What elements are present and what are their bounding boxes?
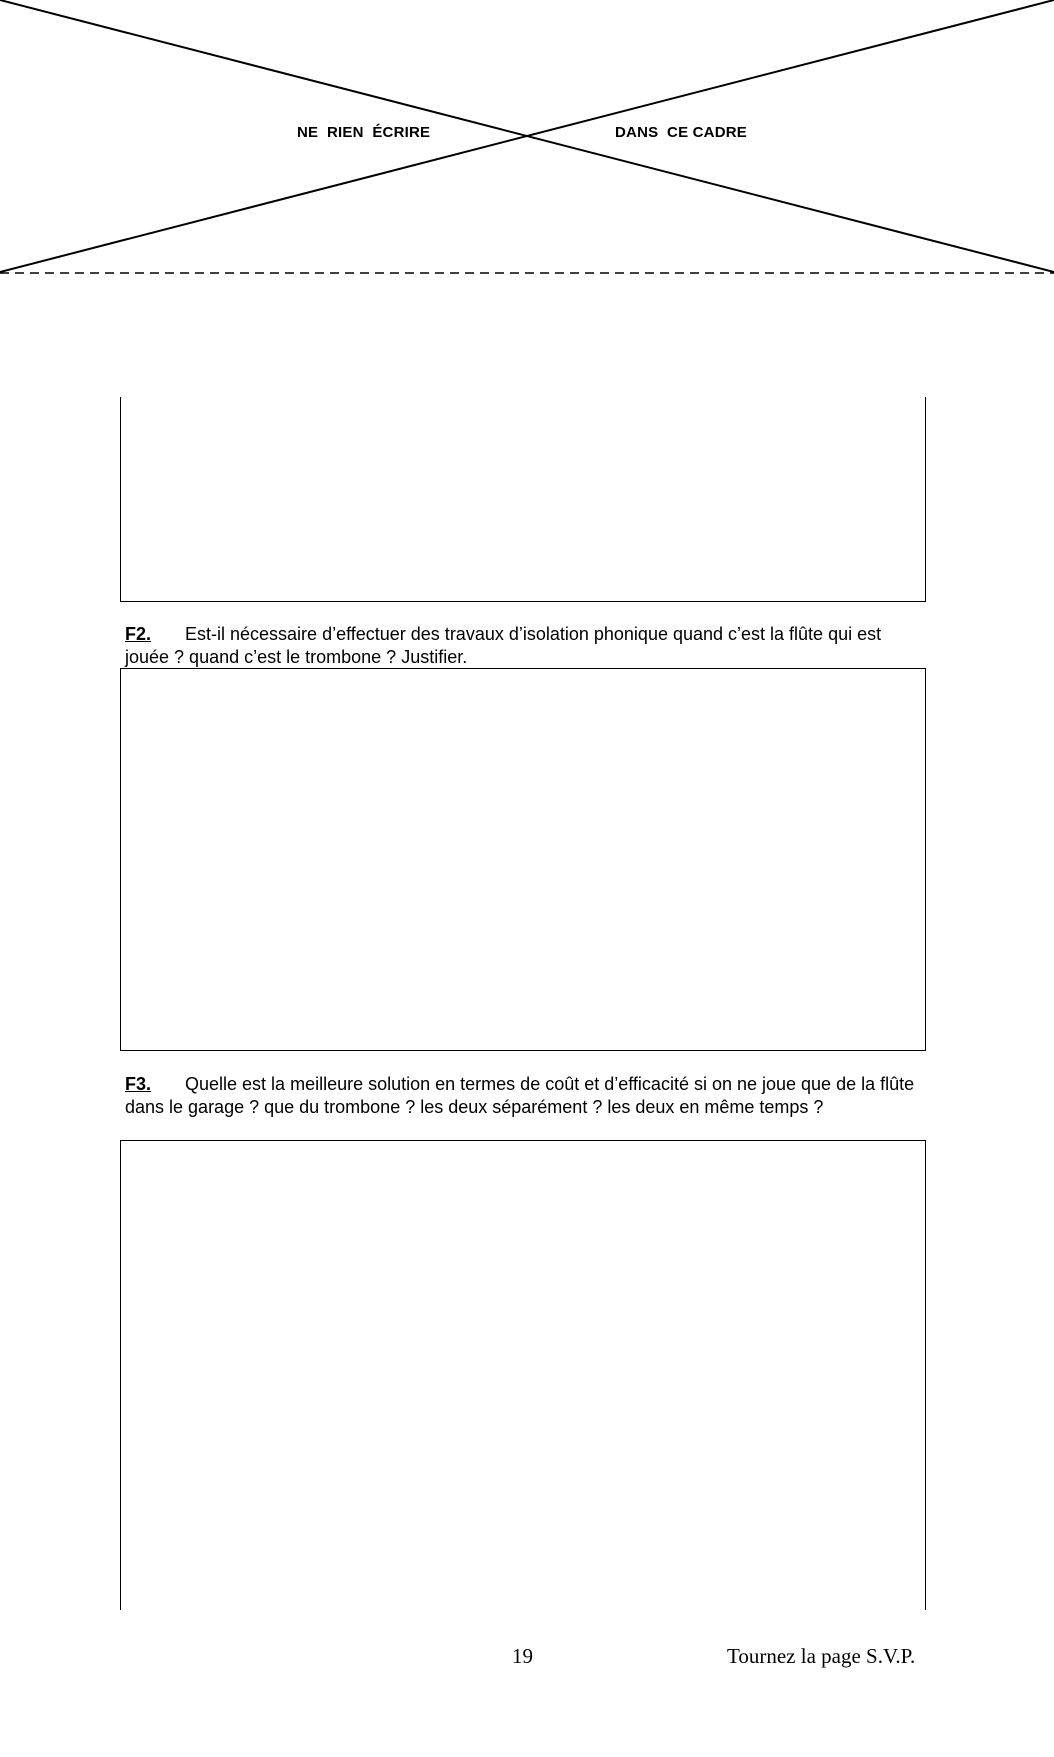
question-text: Est-il nécessaire d’effectuer des travaux d’isolation phonique quand c’est la flûte qui est jouée ? quand c’est le trombone ? Justifier. xyxy=(125,624,882,667)
banner-text-right: DANS CE CADRE xyxy=(615,124,747,141)
answer-box-f3[interactable] xyxy=(120,1140,926,1610)
question-text: Quelle est la meilleure solution en termes de coût et d’efficacité si on ne joue que de la flûte dans le garage ? que du trombone ? les deux séparément ? les deux en même temps ? xyxy=(125,1074,915,1117)
do-not-write-zone xyxy=(0,0,1054,280)
banner-text-left: NE RIEN ÉCRIRE xyxy=(297,124,431,141)
question-label: F2. xyxy=(125,624,152,644)
answer-box-f2[interactable] xyxy=(120,668,926,1051)
question-label: F3. xyxy=(125,1074,152,1094)
page-number: 19 xyxy=(512,1644,533,1668)
turn-page-note: Tournez la page S.V.P. xyxy=(727,1644,916,1668)
answer-box-continued[interactable] xyxy=(120,397,926,602)
question-f2 xyxy=(125,623,925,668)
question-f3 xyxy=(125,1073,925,1118)
